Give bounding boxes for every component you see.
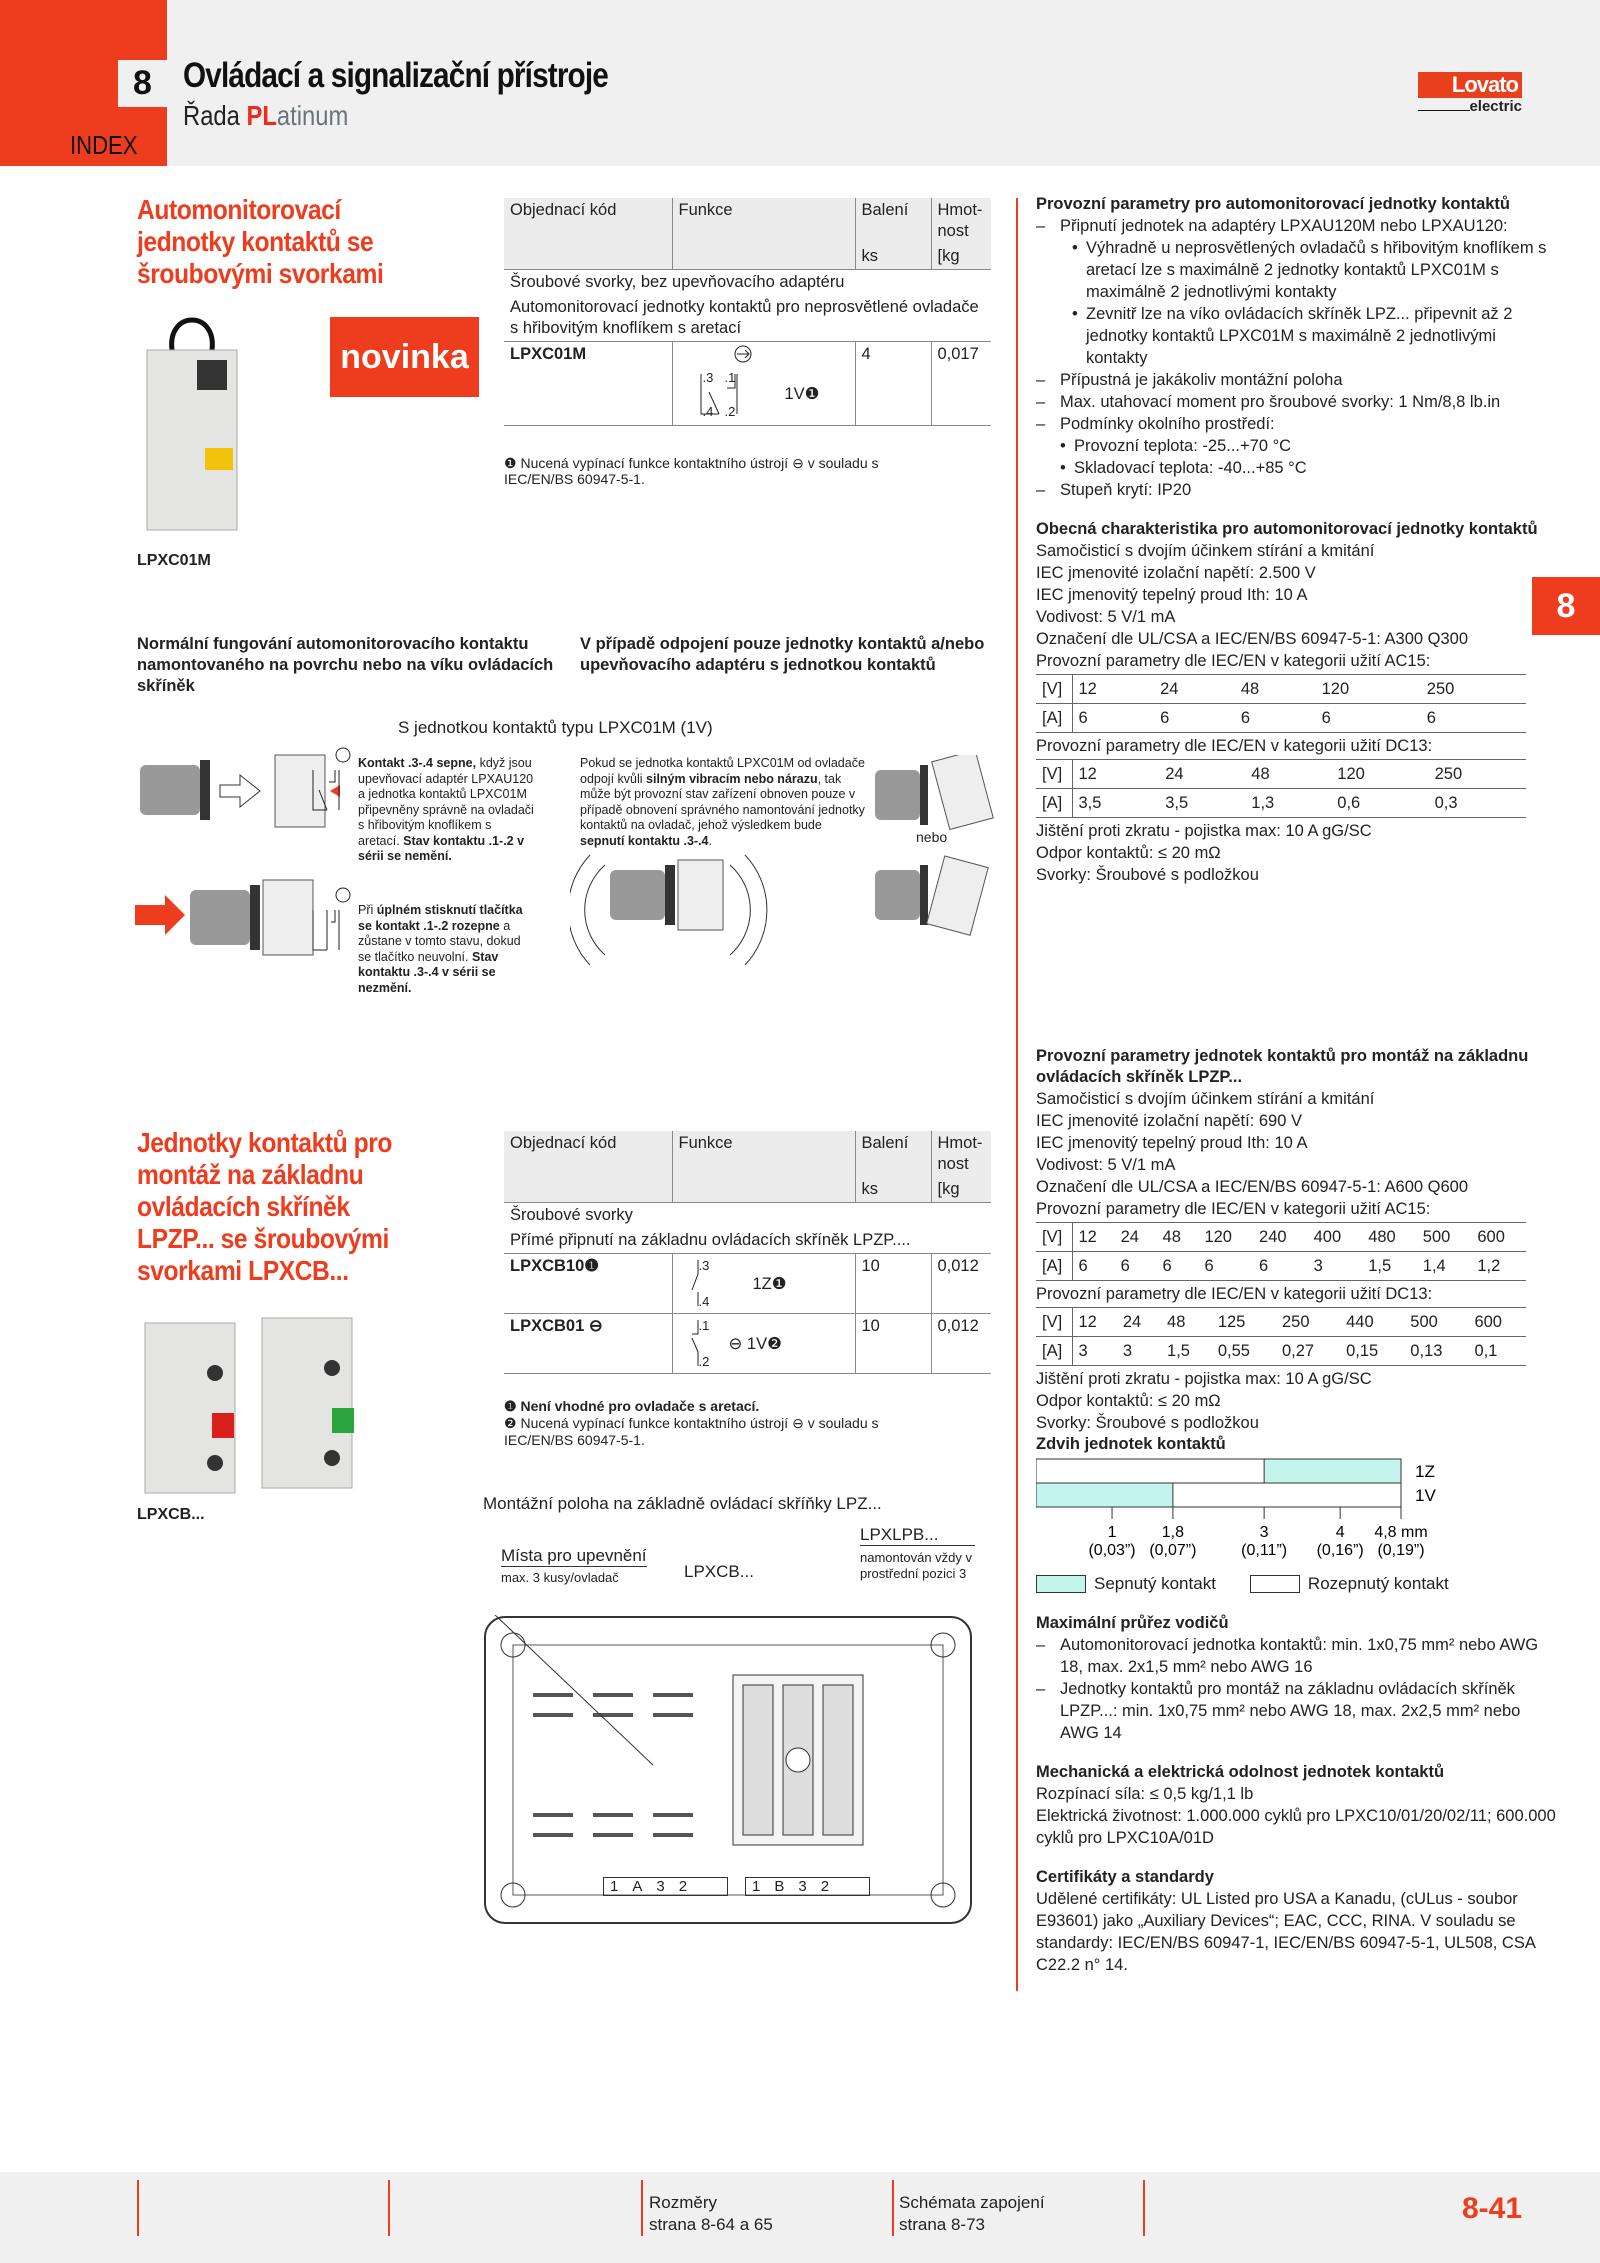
col-header: Balení xyxy=(855,198,931,244)
function-label: 1Z❶ xyxy=(752,1275,787,1293)
ac15-title: Provozní parametry dle IEC/EN v kategorii užití AC15: xyxy=(1036,652,1431,670)
function-label: 1V❶ xyxy=(784,385,820,403)
value-cell: 1,5 xyxy=(1362,1252,1417,1281)
value-cell: 250 xyxy=(1429,760,1526,789)
unit: ks xyxy=(855,244,931,270)
table-row xyxy=(1036,789,1526,818)
spec-line: Vodivost: 5 V/1 mA xyxy=(1036,608,1176,626)
value-cell: 6 xyxy=(1157,1252,1199,1281)
table-row xyxy=(1036,760,1526,789)
value-cell: 0,15 xyxy=(1340,1337,1404,1366)
footnote-text: Není vhodné pro ovladače s aretací. xyxy=(520,1398,760,1414)
value-cell: 480 xyxy=(1362,1223,1417,1252)
legend-closed-label: Sepnutý kontakt xyxy=(1094,1574,1216,1593)
footnotes-2 xyxy=(504,1398,924,1449)
table-desc: Šroubové svorky, bez upevňovacího adaptéru xyxy=(510,273,845,291)
slot-label: 1 xyxy=(610,1878,619,1895)
value-cell: 6 xyxy=(1154,704,1235,733)
spec-line: Odpor kontaktů: ≤ 20 mΩ xyxy=(1036,1392,1221,1410)
stroke-tick-in: (0,19”) xyxy=(1377,1542,1425,1559)
slot-label: 3 xyxy=(798,1878,807,1895)
table-row xyxy=(1036,675,1526,704)
stroke-tick-in: (0,03”) xyxy=(1088,1542,1136,1559)
link-label: Rozměry xyxy=(649,2193,718,2212)
unit-cell: [V] xyxy=(1036,1223,1072,1252)
footnote xyxy=(504,1398,924,1415)
dc13-title: Provozní parametry dle IEC/EN v kategorii užití DC13: xyxy=(1036,1285,1433,1303)
fix-points-label: Místa pro upevnění xyxy=(501,1546,647,1565)
list-item: – Max. utahovací moment pro šroubové svorky: 1 Nm/8,8 lb.in xyxy=(1036,391,1560,413)
stroke-tick-mm: 4,8 mm xyxy=(1374,1524,1428,1541)
footer-divider xyxy=(1143,2180,1145,2236)
unit: [kg xyxy=(931,1177,991,1203)
legend-closed-swatch xyxy=(1036,1575,1086,1593)
ac15-title: Provozní parametry dle IEC/EN v kategorii užití AC15: xyxy=(1036,1200,1431,1218)
weight: 0,017 xyxy=(931,342,991,426)
ac15-table xyxy=(1036,674,1526,733)
ac15-table xyxy=(1036,1222,1526,1281)
value-cell: 0,6 xyxy=(1331,789,1428,818)
legend xyxy=(1036,1573,1449,1595)
bold-text: sepnutí kontaktu .3-.4 xyxy=(580,833,709,848)
value-cell: 24 xyxy=(1117,1308,1161,1337)
page-footer xyxy=(0,2172,1600,2263)
lovato-logo: Lovato xyxy=(1418,72,1522,98)
slot-label: 3 xyxy=(656,1878,665,1895)
spec-line: Elektrická životnost: 1.000.000 cyklů pro LPXC10/01/20/02/11; 600.000 cyklů pro LPXC10A/01D xyxy=(1036,1807,1556,1847)
value-cell: 600 xyxy=(1471,1223,1526,1252)
wiring-link[interactable] xyxy=(899,2192,1045,2236)
logo-subtitle: electric xyxy=(1418,98,1522,115)
contact-label: .2 xyxy=(724,404,736,419)
spec-line: Samočisticí s dvojím účinkem stírání a kmitání xyxy=(1036,1090,1375,1108)
value-cell: 1,4 xyxy=(1417,1252,1472,1281)
spec-line: Jištění proti zkratu - pojistka max: 10 A gG/SC xyxy=(1036,1370,1372,1388)
new-badge: novinka xyxy=(330,317,479,397)
page-number: 8-41 xyxy=(1462,2192,1523,2225)
table-row xyxy=(1036,1252,1526,1281)
slot-b-labels xyxy=(745,1877,870,1896)
value-cell: 48 xyxy=(1235,675,1316,704)
stroke-tick-mm: 3 xyxy=(1259,1524,1269,1541)
right-column-top xyxy=(1036,194,1560,886)
footnote-mark: ❶ xyxy=(504,1398,517,1414)
spec-line: IEC jmenovitý tepelný proud Ith: 10 A xyxy=(1036,586,1308,604)
value-cell: 0,13 xyxy=(1404,1337,1468,1366)
col-header: Objednací kód xyxy=(504,1131,672,1177)
value-cell: 0,55 xyxy=(1212,1337,1276,1366)
footnote-text: v souladu s IEC/EN/BS 60947-5-1. xyxy=(504,1415,879,1448)
value-cell: 440 xyxy=(1340,1308,1404,1337)
table-desc: Automonitorovací jednotky kontaktů pro neprosvětlené ovladače s hřibovitým knoflíkem s aretací xyxy=(504,295,991,342)
value-cell: 500 xyxy=(1417,1223,1472,1252)
value-cell: 12 xyxy=(1072,760,1159,789)
list-item: • Výhradně u neprosvětlených ovladačů s hřibovitým knoflíkem s aretací lze s maximálně 2 jednotky kontaktů LPXC01M s maximálně 2 jednotlivými kontakty xyxy=(1036,237,1560,303)
weight: 0,012 xyxy=(931,1314,991,1374)
subtitle-prefix: Řada xyxy=(183,100,240,131)
text: . xyxy=(708,833,712,848)
value-cell: 3 xyxy=(1072,1337,1117,1366)
operation-caption: S jednotkou kontaktů typu LPXC01M (1V) xyxy=(398,718,713,737)
bold-text: Kontakt .3-.4 sepne, xyxy=(358,756,477,770)
value-cell: 1,3 xyxy=(1245,789,1331,818)
list-item: – Podmínky okolního prostředí: xyxy=(1036,413,1560,435)
operation-heading-right: V případě odpojení pouze jednotky kontaktů a/nebo upevňovacího adaptéru s jednotkou kontaktů xyxy=(580,635,985,674)
list-item: • Skladovací teplota: -40...+85 °C xyxy=(1036,457,1560,479)
value-cell: 3,5 xyxy=(1159,789,1245,818)
column-divider xyxy=(1016,198,1018,1991)
weight: 0,012 xyxy=(931,1254,991,1314)
spec-line: Svorky: Šroubové s podložkou xyxy=(1036,1414,1259,1432)
detached-unit-diagram xyxy=(870,755,1000,835)
footer-divider xyxy=(641,2180,643,2236)
lpxlpb-label: LPXLPB... xyxy=(860,1525,975,1546)
params-heading: Provozní parametry pro automonitorovací jednotky kontaktů xyxy=(1036,195,1510,213)
function-cell xyxy=(672,342,855,426)
value-cell: 24 xyxy=(1115,1223,1157,1252)
operation-text-a xyxy=(358,756,536,865)
forced-opening-icon: ⊖ xyxy=(792,1415,804,1431)
value-cell: 3 xyxy=(1308,1252,1363,1281)
table-row xyxy=(1036,704,1526,733)
order-code: LPXCB10❶ xyxy=(504,1254,672,1314)
lpxcb-label: LPXCB... xyxy=(684,1562,754,1581)
value-cell: 1,2 xyxy=(1471,1252,1526,1281)
value-cell: 3 xyxy=(1117,1337,1161,1366)
order-code: LPXCB01 xyxy=(510,1317,585,1335)
spec-line: Označení dle UL/CSA a IEC/EN/BS 60947-5-1: A600 Q600 xyxy=(1036,1178,1469,1196)
table-row xyxy=(1036,1337,1526,1366)
footnote-text: v souladu s IEC/EN/BS 60947-5-1. xyxy=(504,455,879,487)
dc13-table xyxy=(1036,1307,1526,1366)
right-column-bottom xyxy=(1036,1046,1560,1976)
footnote-mark: ❶ xyxy=(504,455,517,471)
pack-qty: 10 xyxy=(855,1314,931,1374)
footnote-1 xyxy=(504,455,924,487)
value-cell: 24 xyxy=(1159,760,1245,789)
brand-rest: atinum xyxy=(276,100,349,131)
dc13-table xyxy=(1036,759,1526,818)
footnote-mark: ❷ xyxy=(504,1415,517,1431)
contact-label: .2 xyxy=(698,1354,710,1369)
footer-divider xyxy=(388,2180,390,2236)
value-cell: 3,5 xyxy=(1072,789,1159,818)
wire-heading: Maximální průřez vodičů xyxy=(1036,1614,1229,1632)
stroke-heading: Zdvih jednotek kontaktů xyxy=(1036,1435,1226,1453)
unit-cell: [A] xyxy=(1036,1337,1072,1366)
mount-caption: Montážní poloha na základně ovládací skříňky LPZ... xyxy=(483,1494,882,1513)
contact-label: .3 xyxy=(698,1258,710,1273)
value-cell: 0,3 xyxy=(1429,789,1526,818)
forced-opening-icon: ⊖ xyxy=(728,1335,743,1353)
product-label: LPXCB... xyxy=(137,1506,205,1523)
footnote xyxy=(504,1415,924,1449)
unit-cell: [A] xyxy=(1036,704,1072,733)
value-cell: 6 xyxy=(1198,1252,1253,1281)
unit: [kg xyxy=(931,244,991,270)
list-item: – Automonitorovací jednotka kontaktů: min. 1x0,75 mm² nebo AWG 18, max. 2x1,5 mm² nebo AWG 16 xyxy=(1036,1634,1560,1678)
text: Při xyxy=(358,903,377,917)
col-header: Funkce xyxy=(672,198,855,244)
list-item: – Přípustná je jakákoliv montážní poloha xyxy=(1036,369,1560,391)
table-row xyxy=(1036,1308,1526,1337)
value-cell: 6 xyxy=(1072,704,1154,733)
unit-cell: [V] xyxy=(1036,675,1072,704)
contact-label: .1 xyxy=(724,370,736,385)
slot-label: 1 xyxy=(752,1878,761,1895)
value-cell: 250 xyxy=(1421,675,1526,704)
stroke-bars xyxy=(1036,1457,1556,1567)
contact-label: .3 xyxy=(702,370,714,385)
value-cell: 120 xyxy=(1331,760,1428,789)
unit: ks xyxy=(855,1177,931,1203)
contact-symbol-icon xyxy=(693,344,753,422)
stroke-tick-in: (0,07”) xyxy=(1149,1542,1197,1559)
value-cell: 125 xyxy=(1212,1308,1276,1337)
product-table-1 xyxy=(504,198,991,426)
function-cell xyxy=(672,1254,855,1314)
contact-label: .1 xyxy=(698,1318,710,1333)
mech-heading: Mechanická a elektrická odolnost jednotek kontaktů xyxy=(1036,1763,1445,1781)
chapter-tab[interactable]: 8 xyxy=(1532,577,1600,635)
slot-a-labels xyxy=(603,1877,728,1896)
unit-cell: [V] xyxy=(1036,1308,1072,1337)
function-cell xyxy=(672,1314,855,1374)
bold-text: Stav kontaktu .3-.4 v sérii se nezmění. xyxy=(358,949,499,995)
fix-points-sub: max. 3 kusy/ovladač xyxy=(501,1570,619,1585)
index-link[interactable]: INDEX xyxy=(70,130,138,160)
value-cell: 48 xyxy=(1157,1223,1199,1252)
value-cell: 120 xyxy=(1316,675,1421,704)
operation-heading-left: Normální fungování automonitorovacího kontaktu namontovaného na povrchu nebo na víku ovládacích skříněk xyxy=(137,635,554,695)
stroke-row-label: 1V xyxy=(1415,1486,1436,1505)
table-desc: Šroubové svorky xyxy=(510,1206,633,1224)
operation-text-b xyxy=(358,903,536,996)
pack-qty: 10 xyxy=(855,1254,931,1314)
unit-cell: [A] xyxy=(1036,1252,1072,1281)
spec-line: IEC jmenovité izolační napětí: 690 V xyxy=(1036,1112,1302,1130)
cert-heading: Certifikáty a standardy xyxy=(1036,1868,1214,1886)
link-label: Schémata zapojení xyxy=(899,2193,1045,2212)
dc13-title: Provozní parametry dle IEC/EN v kategorii užití DC13: xyxy=(1036,737,1433,755)
stroke-tick-in: (0,11”) xyxy=(1241,1542,1288,1559)
link-page: strana 8-73 xyxy=(899,2215,985,2234)
value-cell: 600 xyxy=(1468,1308,1526,1337)
col-header: Hmot-nost xyxy=(931,1131,991,1177)
col-header: Funkce xyxy=(672,1131,855,1177)
footer-divider xyxy=(137,2180,139,2236)
brand-pl: PL xyxy=(246,100,277,131)
list-item: • Provozní teplota: -25...+70 °C xyxy=(1036,435,1560,457)
text: a zůstane v tomto stavu, dokud se tlačítko neuvolní. xyxy=(358,918,521,964)
col-header: Hmot-nost xyxy=(931,198,991,244)
footnote-text: Nucená vypínací funkce kontaktního ústrojí xyxy=(520,1415,789,1431)
table-row xyxy=(504,342,991,426)
value-cell: 400 xyxy=(1308,1223,1363,1252)
link-page: strana 8-64 a 65 xyxy=(649,2215,773,2234)
value-cell: 12 xyxy=(1072,1308,1117,1337)
legend-open-label: Rozepnutý kontakt xyxy=(1307,1574,1449,1593)
stroke-tick-mm: 1,8 xyxy=(1161,1524,1184,1541)
stroke-tick-mm: 4 xyxy=(1335,1524,1345,1541)
footnote-text: Nucená vypínací funkce kontaktního ústrojí xyxy=(520,455,789,471)
list-item: – Připnutí jednotek na adaptéry LPXAU120M nebo LPXAU120: xyxy=(1036,215,1560,237)
value-cell: 1,5 xyxy=(1161,1337,1212,1366)
value-cell: 12 xyxy=(1072,1223,1115,1252)
stroke-row-closed xyxy=(1264,1459,1401,1483)
value-cell: 0,1 xyxy=(1468,1337,1526,1366)
contact-symbol-icon xyxy=(305,745,355,995)
value-cell: 240 xyxy=(1253,1223,1308,1252)
value-cell: 6 xyxy=(1235,704,1316,733)
stroke-row-label: 1Z xyxy=(1415,1462,1435,1481)
text: když jsou upevňovací adaptér LPXAU120 a jednotka kontaktů LPXC01M připevněny správně na ovladači s hřibovitým knoflíkem s aretací. xyxy=(358,756,534,848)
col-header: Objednací kód xyxy=(504,198,672,244)
value-cell: 6 xyxy=(1253,1252,1308,1281)
product-table-2 xyxy=(504,1131,991,1374)
unit-cell: [V] xyxy=(1036,760,1072,789)
stroke-tick-in: (0,16”) xyxy=(1316,1542,1364,1559)
spec-line: Označení dle UL/CSA a IEC/EN/BS 60947-5-1: A300 Q300 xyxy=(1036,630,1469,648)
value-cell: 48 xyxy=(1245,760,1331,789)
text: , tak může být provozní stav zařízení obnoven pouze v případě obnovení správného namontování jednotky kontaktů na ovladač, jehož výsledkem bude xyxy=(580,771,865,832)
function-label-wrap xyxy=(729,1334,782,1355)
bold-text: Stav kontaktu .1-.2 v sérii se nemění. xyxy=(358,833,525,863)
function-label: 1V❷ xyxy=(746,1335,782,1353)
lpxcb-product-image xyxy=(137,1313,367,1498)
table-row xyxy=(504,1314,991,1374)
list-item: – Stupeň krytí: IP20 xyxy=(1036,479,1560,501)
spec-line: Odpor kontaktů: ≤ 20 mΩ xyxy=(1036,844,1221,862)
spec-line: Rozpínací síla: ≤ 0,5 kg/1,1 lb xyxy=(1036,1785,1254,1803)
section1-title: Automonitorovací jednotky kontaktů se šroubovými svorkami xyxy=(137,194,384,289)
slot-label: A xyxy=(632,1878,643,1895)
forced-opening-icon: ⊖ xyxy=(792,455,804,471)
lpxlpb-sub: namontován vždy v prostřední pozici 3 xyxy=(860,1550,973,1581)
value-cell: 48 xyxy=(1161,1308,1212,1337)
slot-label: 2 xyxy=(820,1878,830,1895)
page-subtitle xyxy=(183,100,348,132)
section2-title: Jednotky kontaktů pro montáž na základnu ovládacích skříněk LPZP... se šroubovými svorkami LPXCB... xyxy=(137,1127,392,1286)
value-cell: 12 xyxy=(1072,675,1154,704)
contact-label: .4 xyxy=(702,404,714,419)
value-cell: 6 xyxy=(1072,1252,1115,1281)
spec-line: Vodivost: 5 V/1 mA xyxy=(1036,1156,1176,1174)
stroke-tick-mm: 1 xyxy=(1107,1524,1117,1541)
lpxc01m-product-image xyxy=(137,310,247,535)
bold-text: úplném stisknutí tlačítka se kontakt .1-.2 rozepne xyxy=(358,903,523,933)
order-code: LPXC01M xyxy=(504,342,672,426)
order-code-cell xyxy=(504,1314,672,1374)
spec-line: Svorky: Šroubové s podložkou xyxy=(1036,866,1259,884)
spec-line: Samočisticí s dvojím účinkem stírání a kmitání xyxy=(1036,542,1375,560)
forced-opening-icon: ⊖ xyxy=(588,1317,603,1335)
section-number: 8 xyxy=(118,60,167,107)
footer-divider xyxy=(892,2180,894,2236)
pack-qty: 4 xyxy=(855,342,931,426)
value-cell: 24 xyxy=(1154,675,1235,704)
value-cell: 120 xyxy=(1198,1223,1253,1252)
stroke-row-closed xyxy=(1036,1483,1173,1507)
spec-line: Jištění proti zkratu - pojistka max: 10 A gG/SC xyxy=(1036,822,1372,840)
table-row xyxy=(1036,1223,1526,1252)
params-heading: Provozní parametry jednotek kontaktů pro montáž na základnu ovládacích skříněk LPZP... xyxy=(1036,1047,1529,1086)
dimensions-link[interactable] xyxy=(649,2192,773,2236)
value-cell: 500 xyxy=(1404,1308,1468,1337)
list-item: • Zevnitř lze na víko ovládacích skříněk LPZ... připevnit až 2 jednotky kontaktů LPXC01M s maximálně 2 jednotlivými kontakty xyxy=(1036,303,1560,369)
spec-line: IEC jmenovitý tepelný proud Ith: 10 A xyxy=(1036,1134,1308,1152)
value-cell: 250 xyxy=(1276,1308,1340,1337)
unit-cell: [A] xyxy=(1036,789,1072,818)
cert-text: Udělené certifikáty: UL Listed pro USA a Kanadu, (cULus - soubor E93601) jako „Auxiliary Devices“; EAC, CCC, RINA. V souladu se standardy: IEC/EN/BS 60947-1, IEC/EN/BS 60947-5-1, UL508, CSA C22.2 n° 14. xyxy=(1036,1890,1535,1974)
contact-label: .4 xyxy=(698,1294,710,1309)
or-label: nebo xyxy=(916,829,948,845)
bold-text: silným vibracím nebo nárazu xyxy=(646,771,818,786)
col-header: Balení xyxy=(855,1131,931,1177)
vibration-diagram xyxy=(570,845,990,995)
table-row xyxy=(504,1254,991,1314)
value-cell: 6 xyxy=(1316,704,1421,733)
table-desc: Přímé připnutí na základnu ovládacích skříněk LPZP.... xyxy=(504,1228,991,1254)
text: Pokud se jednotka kontaktů LPXC01M od ovladače odpojí kvůli xyxy=(580,756,865,786)
product-label: LPXC01M xyxy=(137,552,211,569)
stroke-diagram xyxy=(1036,1455,1560,1613)
page-title: Ovládací a signalizační přístroje xyxy=(183,56,608,95)
list-item: – Jednotky kontaktů pro montáž na základnu ovládacích skříněk LPZP...: min. 1x0,75 mm² nebo AWG 18, max. 2x2,5 mm² nebo AWG 14 xyxy=(1036,1678,1560,1744)
spec-line: IEC jmenovité izolační napětí: 2.500 V xyxy=(1036,564,1316,582)
enclosure-drawing xyxy=(483,1615,973,1925)
value-cell: 6 xyxy=(1115,1252,1157,1281)
slot-label: 2 xyxy=(678,1878,688,1895)
operation-text-c xyxy=(580,756,865,849)
value-cell: 0,27 xyxy=(1276,1337,1340,1366)
legend-open-swatch xyxy=(1250,1575,1300,1593)
value-cell: 6 xyxy=(1421,704,1526,733)
general-heading: Obecná charakteristika pro automonitorovací jednotky kontaktů xyxy=(1036,520,1538,538)
slot-label: B xyxy=(774,1878,785,1895)
